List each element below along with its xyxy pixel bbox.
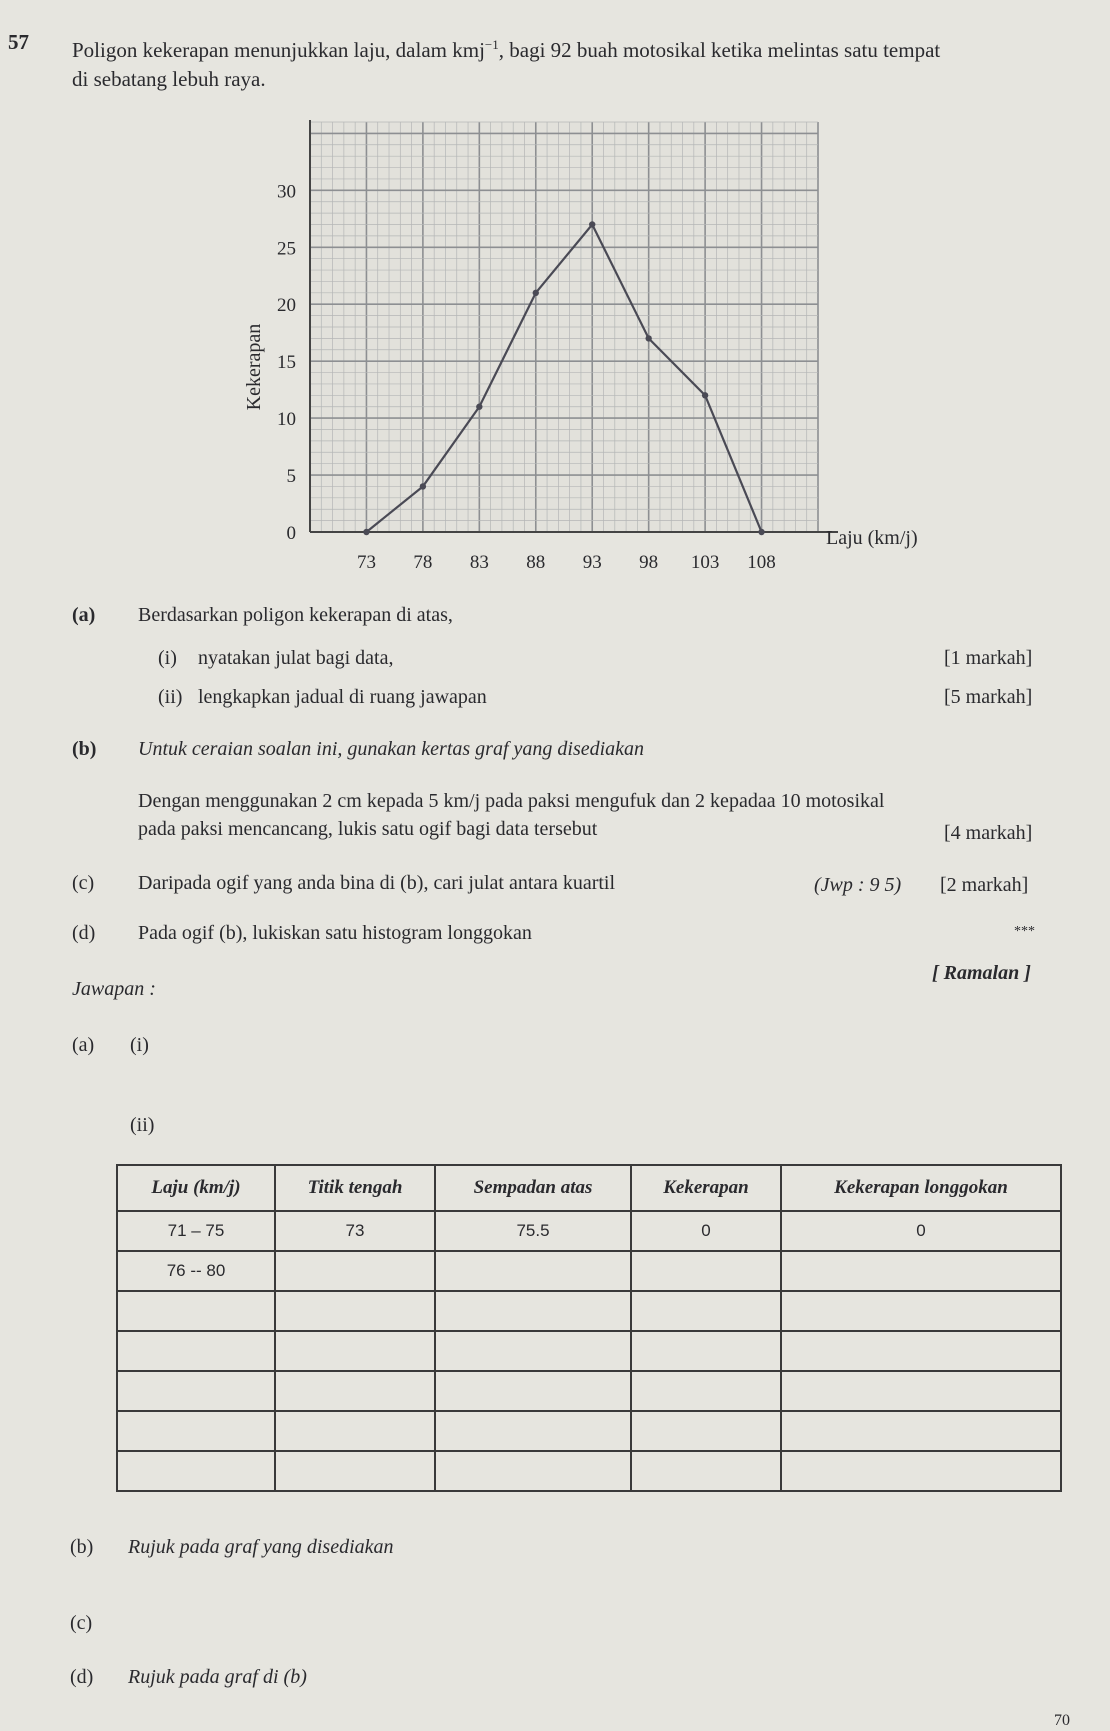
- table-cell: [117, 1291, 275, 1331]
- answer-c-label: (c): [70, 1612, 93, 1634]
- part-d-text: Pada ogif (b), lukiskan satu histogram longgokan: [138, 922, 532, 944]
- table-cell: [275, 1411, 435, 1451]
- table-cell: [781, 1251, 1061, 1291]
- question-text-part2: , bagi 92 buah motosikal ketika melintas satu tempat: [498, 38, 941, 62]
- table-header-titik-tengah: Titik tengah: [275, 1165, 435, 1211]
- data-point: [645, 335, 651, 341]
- table-cell: [781, 1371, 1061, 1411]
- table-header-sempadan-atas: Sempadan atas: [435, 1165, 631, 1211]
- question-text-line2: di sebatang lebuh raya.: [72, 67, 266, 91]
- table-cell: [435, 1451, 631, 1491]
- answer-table: [116, 1164, 1062, 1492]
- part-aii-marks: [5 markah]: [944, 686, 1033, 708]
- x-tick-label: 88: [526, 552, 546, 573]
- part-b-text2: pada paksi mencancang, lukis satu ogif bagi data tersebut: [138, 818, 598, 840]
- y-tick-label: 30: [277, 181, 296, 203]
- table-cell: 76 -- 80: [117, 1251, 275, 1291]
- part-aii-text: lengkapkan jadual di ruang jawapan: [198, 686, 487, 708]
- y-tick-label: 15: [277, 352, 296, 374]
- answer-a-label: (a): [72, 1034, 95, 1056]
- part-d-stars: ***: [1014, 924, 1035, 939]
- table-cell: [275, 1331, 435, 1371]
- table-cell: 71 – 75: [117, 1211, 275, 1251]
- table-cell: [117, 1371, 275, 1411]
- answer-b-text: Rujuk pada graf yang disediakan: [128, 1536, 394, 1558]
- table-row: [117, 1451, 1061, 1491]
- data-point: [702, 392, 708, 398]
- x-tick-label: 73: [356, 552, 376, 573]
- page-footer-mark: 70: [1054, 1712, 1070, 1729]
- y-tick-label: 10: [277, 409, 296, 431]
- table-cell: [117, 1451, 275, 1491]
- x-tick-label: 78: [413, 552, 433, 573]
- table-cell: [631, 1451, 781, 1491]
- question-text-part1: Poligon kekerapan menunjukkan laju, dalam kmj: [72, 38, 485, 62]
- part-c-marks: [2 markah]: [940, 874, 1029, 896]
- table-cell: [435, 1331, 631, 1371]
- x-tick-label: 93: [582, 552, 602, 573]
- table-cell: [275, 1451, 435, 1491]
- data-point: [363, 529, 369, 535]
- part-ai-marks: [1 markah]: [944, 647, 1033, 669]
- part-ai-text: nyatakan julat bagi data,: [198, 647, 394, 669]
- table-cell: [781, 1331, 1061, 1371]
- part-a-text: Berdasarkan poligon kekerapan di atas,: [138, 604, 453, 626]
- table-cell: 75.5: [435, 1211, 631, 1251]
- y-tick-label: 5: [286, 466, 296, 488]
- y-tick-label: 0: [286, 523, 296, 544]
- x-tick-label: 103: [690, 552, 720, 573]
- x-tick-label: 108: [747, 552, 776, 573]
- table-cell: [275, 1291, 435, 1331]
- ramalan-label: [ Ramalan ]: [932, 962, 1031, 984]
- table-row: [117, 1251, 1061, 1291]
- table-cell: 0: [781, 1211, 1061, 1251]
- answer-d-text: Rujuk pada graf di (b): [128, 1666, 307, 1688]
- part-d-label: (d): [72, 922, 96, 944]
- answer-b-label: (b): [70, 1536, 94, 1558]
- table-header-kekerapan: Kekerapan: [631, 1165, 781, 1211]
- question-number: 57: [8, 30, 29, 54]
- part-a-label: (a): [72, 604, 96, 626]
- x-axis-label: Laju (km/j): [826, 527, 918, 549]
- part-ai-label: (i): [158, 647, 177, 669]
- part-c-text: Daripada ogif yang anda bina di (b), cari julat antara kuartil: [138, 872, 616, 894]
- table-cell: [435, 1371, 631, 1411]
- part-b-marks: [4 markah]: [944, 822, 1033, 844]
- answer-aii-label: (ii): [130, 1114, 155, 1136]
- table-cell: [435, 1411, 631, 1451]
- table-cell: [435, 1291, 631, 1331]
- table-cell: [781, 1291, 1061, 1331]
- y-tick-label: 25: [277, 238, 296, 260]
- answer-heading: Jawapan :: [72, 978, 156, 1000]
- table-cell: [435, 1251, 631, 1291]
- table-cell: [631, 1291, 781, 1331]
- table-cell: 73: [275, 1211, 435, 1251]
- part-b-note: Untuk ceraian soalan ini, gunakan kertas graf yang disediakan: [138, 738, 645, 760]
- table-cell: [631, 1251, 781, 1291]
- question-text-sup: −1: [484, 37, 499, 52]
- x-tick-label: 83: [469, 552, 489, 573]
- table-cell: [275, 1371, 435, 1411]
- data-point: [758, 529, 764, 535]
- table-cell: 0: [631, 1211, 781, 1251]
- table-cell: [631, 1411, 781, 1451]
- table-row: [117, 1291, 1061, 1331]
- part-b-label: (b): [72, 738, 97, 760]
- table-row: [117, 1371, 1061, 1411]
- table-cell: [117, 1411, 275, 1451]
- table-cell: [631, 1331, 781, 1371]
- table-cell: [631, 1371, 781, 1411]
- answer-table-body: [117, 1211, 1061, 1491]
- data-point: [533, 290, 539, 296]
- part-aii-label: (ii): [158, 686, 183, 708]
- part-b-text1: Dengan menggunakan 2 cm kepada 5 km/j pada paksi mengufuk dan 2 kepadaa 10 motosikal: [138, 790, 885, 812]
- table-row: [117, 1331, 1061, 1371]
- part-c-label: (c): [72, 872, 95, 894]
- x-tick-label: 98: [639, 552, 659, 573]
- answer-table-header-row: [117, 1165, 1061, 1211]
- data-point: [420, 483, 426, 489]
- y-axis-label: Kekerapan: [243, 323, 265, 411]
- table-cell: [781, 1451, 1061, 1491]
- table-header-laju: Laju (km/j): [117, 1165, 275, 1211]
- data-point: [589, 221, 595, 227]
- table-row: [117, 1211, 1061, 1251]
- table-header-kekerapan-longgokan: Kekerapan longgokan: [781, 1165, 1061, 1211]
- table-cell: [781, 1411, 1061, 1451]
- frequency-polygon-chart: [230, 118, 950, 578]
- table-row: [117, 1411, 1061, 1451]
- question-text: [72, 30, 1082, 94]
- table-cell: [117, 1331, 275, 1371]
- answer-d-label: (d): [70, 1666, 94, 1688]
- answer-ai-label: (i): [130, 1034, 149, 1056]
- y-tick-label: 20: [277, 295, 296, 317]
- part-c-jwp: (Jwp : 9 5): [814, 874, 902, 896]
- data-point: [476, 404, 482, 410]
- table-cell: [275, 1251, 435, 1291]
